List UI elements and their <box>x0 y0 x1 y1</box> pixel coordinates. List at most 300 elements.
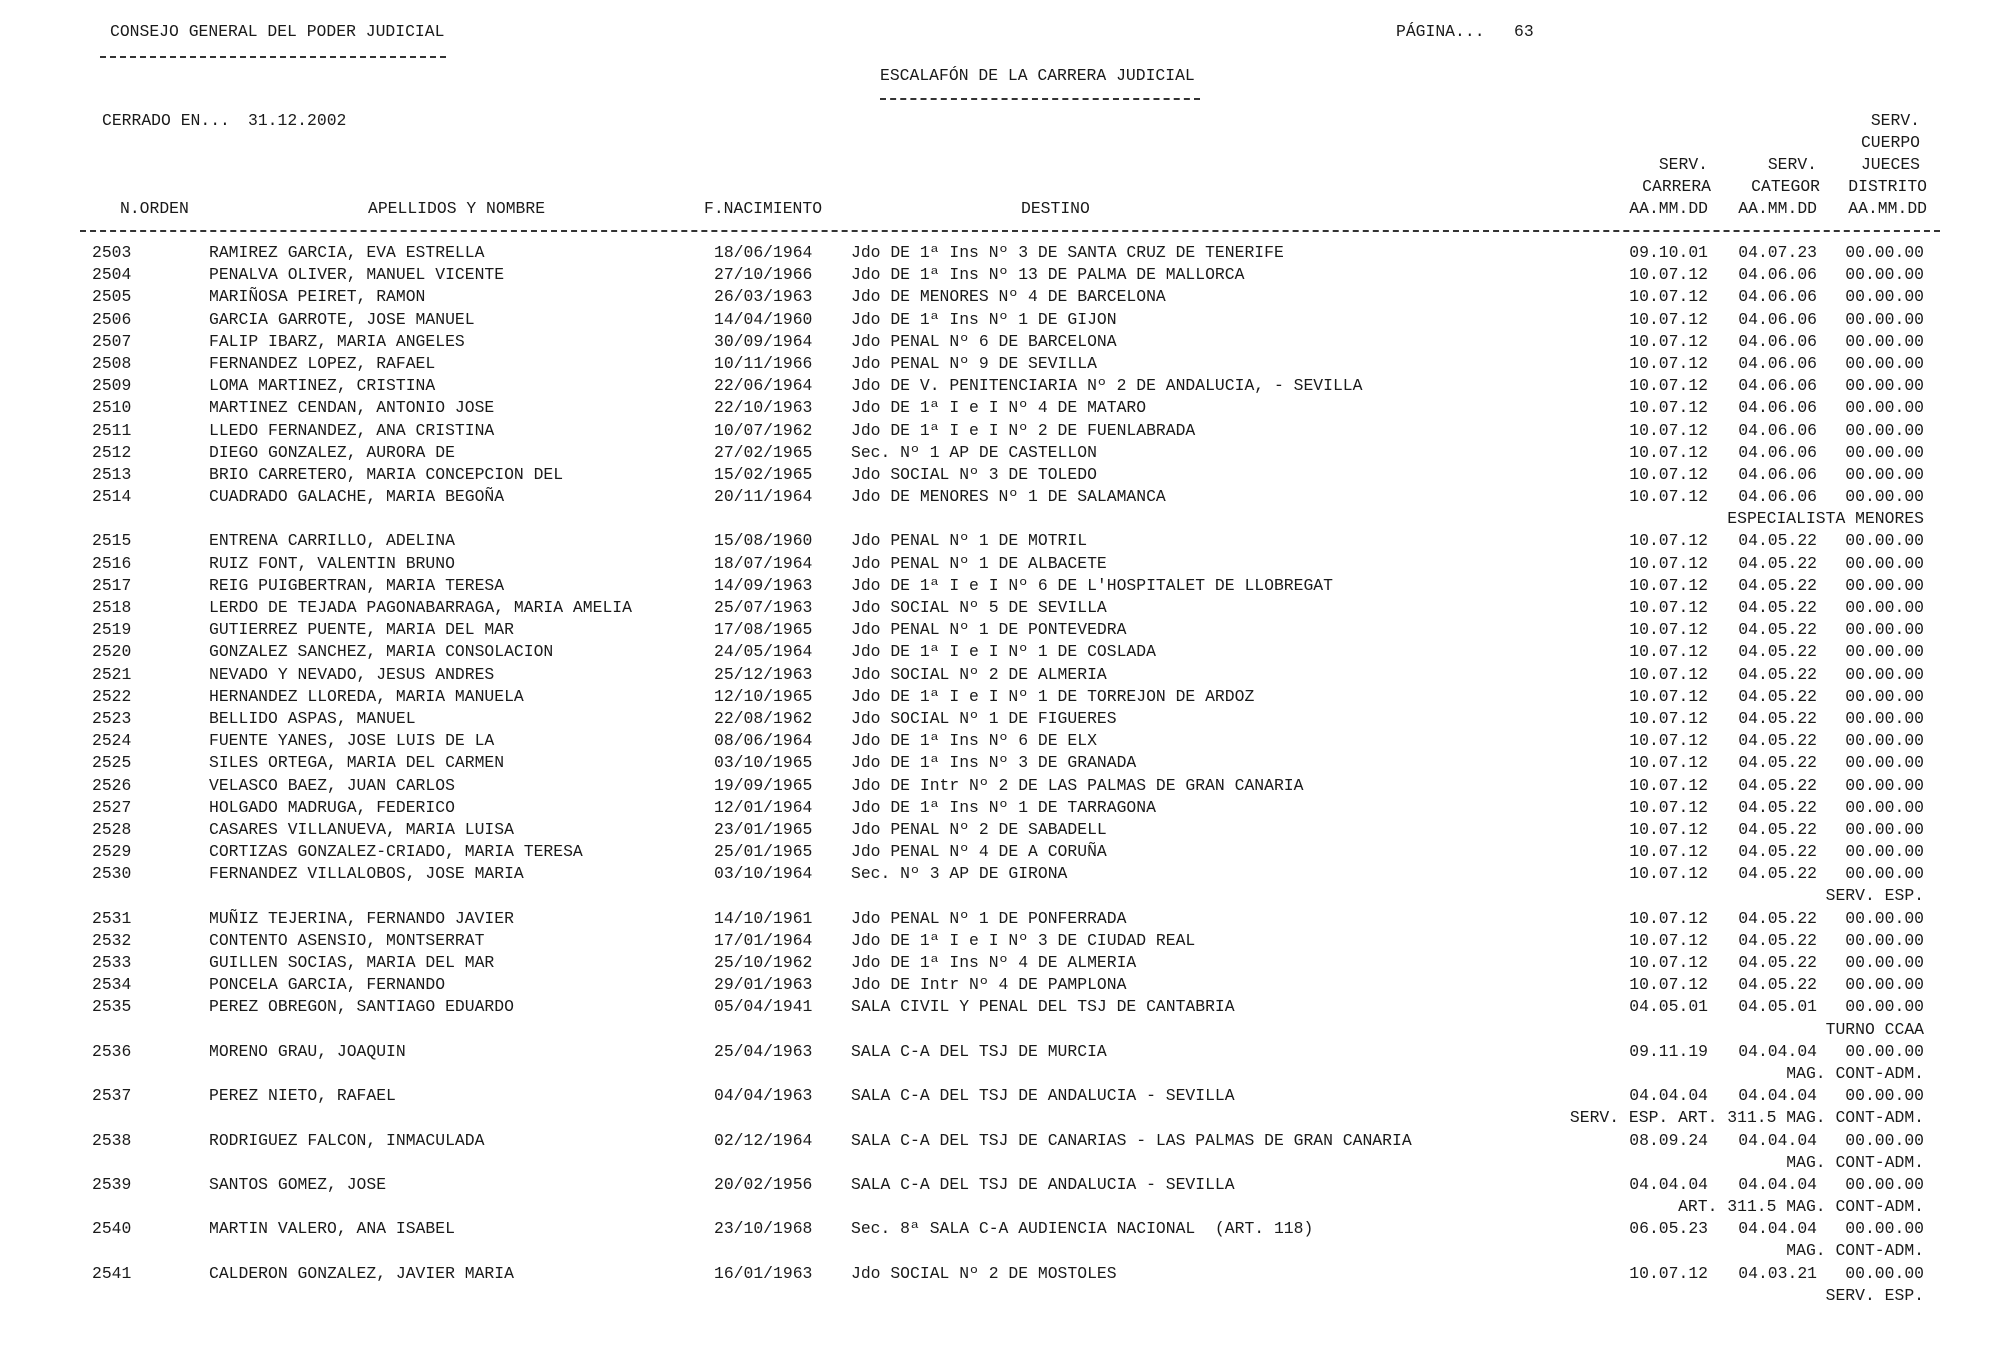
serv-distrito: 00.00.00 <box>1845 797 1924 817</box>
person-name: PONCELA GARCIA, FERNANDO <box>209 975 446 995</box>
order-number: 2531 <box>92 908 132 928</box>
serv-distrito: 00.00.00 <box>1845 265 1924 285</box>
serv-categoria: 04.05.22 <box>1738 953 1817 972</box>
serv-carrera: 10.07.12 <box>1629 842 1708 862</box>
order-number: 2538 <box>92 1130 132 1150</box>
serv-distrito: 00.00.00 <box>1845 953 1924 972</box>
person-name: RAMIREZ GARCIA, EVA ESTRELLA <box>209 243 485 262</box>
table-row <box>0 798 2000 820</box>
serv-carrera: 10.07.12 <box>1629 531 1708 551</box>
destination: Jdo PENAL Nº 1 DE PONTEVEDRA <box>851 620 1127 640</box>
destination: Jdo DE 1ª I e I Nº 4 DE MATARO <box>851 398 1147 418</box>
person-name: CORTIZAS GONZALEZ-CRIADO, MARIA TERESA <box>209 842 583 862</box>
order-number: 2525 <box>92 753 132 773</box>
birth-date: 15/02/1965 <box>714 464 813 484</box>
row-note: SERV. ESP. <box>1825 1285 1924 1305</box>
birth-date: 10/11/1966 <box>714 353 813 373</box>
serv-carrera: 06.05.23 <box>1629 1219 1708 1239</box>
records-list <box>0 243 2000 1308</box>
birth-date: 08/06/1964 <box>714 731 813 751</box>
person-name: PEREZ NIETO, RAFAEL <box>209 1086 396 1106</box>
serv-distrito: 00.00.00 <box>1845 997 1924 1017</box>
serv-distrito: 00.00.00 <box>1845 930 1924 950</box>
serv-categoria: 04.07.23 <box>1738 243 1817 262</box>
title-underline <box>880 98 1200 100</box>
serv-carrera: 10.07.12 <box>1629 331 1708 351</box>
serv-distrito: 00.00.00 <box>1845 642 1924 662</box>
order-number: 2506 <box>92 309 132 329</box>
row-note-line <box>0 1108 2000 1130</box>
serv-carrera: 10.07.12 <box>1629 376 1708 396</box>
destination: Jdo SOCIAL Nº 2 DE ALMERIA <box>851 664 1107 684</box>
birth-date: 14/04/1960 <box>714 309 813 329</box>
serv-distrito: 00.00.00 <box>1845 975 1924 995</box>
col-carrera-3: AA.MM.DD <box>1629 199 1708 218</box>
destination: Jdo DE 1ª Ins Nº 3 DE GRANADA <box>851 753 1137 773</box>
row-note: MAG. CONT-ADM. <box>1786 1152 1924 1172</box>
birth-date: 04/04/1963 <box>714 1086 813 1106</box>
serv-carrera: 10.07.12 <box>1629 731 1708 751</box>
table-row <box>0 487 2000 509</box>
table-row <box>0 465 2000 487</box>
destination: Jdo DE 1ª I e I Nº 1 DE TORREJON DE ARDOZ <box>851 686 1255 706</box>
person-name: MUÑIZ TEJERINA, FERNANDO JAVIER <box>209 908 514 928</box>
table-row <box>0 776 2000 798</box>
table-row <box>0 842 2000 864</box>
col-orden: N.ORDEN <box>120 199 189 218</box>
serv-distrito: 00.00.00 <box>1845 686 1924 706</box>
serv-distrito: 00.00.00 <box>1845 1130 1924 1150</box>
destination: Jdo DE 1ª I e I Nº 1 DE COSLADA <box>851 642 1156 662</box>
col-distrito-5: AA.MM.DD <box>1848 199 1927 218</box>
serv-distrito: 00.00.00 <box>1845 753 1924 773</box>
person-name: LLEDO FERNANDEZ, ANA CRISTINA <box>209 420 495 440</box>
serv-carrera: 10.07.12 <box>1629 797 1708 817</box>
serv-carrera: 10.07.12 <box>1629 598 1708 617</box>
serv-categoria: 04.05.22 <box>1738 598 1817 617</box>
table-row <box>0 731 2000 753</box>
table-row <box>0 820 2000 842</box>
person-name: HOLGADO MADRUGA, FEDERICO <box>209 797 455 817</box>
serv-categoria: 04.05.22 <box>1738 575 1817 595</box>
order-number: 2524 <box>92 731 132 751</box>
serv-carrera: 10.07.12 <box>1629 420 1708 440</box>
serv-distrito: 00.00.00 <box>1845 664 1924 684</box>
order-number: 2536 <box>92 1041 132 1061</box>
order-number: 2511 <box>92 420 132 440</box>
birth-date: 24/05/1964 <box>714 642 813 662</box>
birth-date: 23/10/1968 <box>714 1219 813 1239</box>
table-row <box>0 376 2000 398</box>
serv-categoria: 04.06.06 <box>1738 487 1817 507</box>
birth-date: 22/08/1962 <box>714 708 813 728</box>
serv-categoria: 04.06.06 <box>1738 464 1817 484</box>
serv-carrera: 10.07.12 <box>1629 487 1708 507</box>
col-distrito-2: CUERPO <box>1860 133 1920 152</box>
order-number: 2510 <box>92 398 132 418</box>
row-note-line <box>0 509 2000 531</box>
destination: Jdo DE 1ª Ins Nº 1 DE GIJON <box>851 309 1117 329</box>
order-number: 2535 <box>92 997 132 1017</box>
serv-categoria: 04.04.04 <box>1738 1174 1817 1194</box>
serv-distrito: 00.00.00 <box>1845 1219 1924 1239</box>
person-name: GUTIERREZ PUENTE, MARIA DEL MAR <box>209 620 514 640</box>
serv-categoria: 04.06.06 <box>1738 376 1817 396</box>
order-number: 2527 <box>92 797 132 817</box>
table-row <box>0 531 2000 553</box>
birth-date: 25/04/1963 <box>714 1041 813 1061</box>
order-number: 2534 <box>92 975 132 995</box>
birth-date: 26/03/1963 <box>714 287 813 307</box>
destination: Jdo DE 1ª I e I Nº 6 DE L'HOSPITALET DE LLOBREGAT <box>851 575 1333 595</box>
table-row <box>0 1086 2000 1108</box>
person-name: FUENTE YANES, JOSE LUIS DE LA <box>209 731 495 751</box>
birth-date: 02/12/1964 <box>714 1130 813 1150</box>
destination: SALA CIVIL Y PENAL DEL TSJ DE CANTABRIA <box>851 997 1235 1017</box>
destination: Jdo PENAL Nº 1 DE PONFERRADA <box>851 908 1127 928</box>
birth-date: 29/01/1963 <box>714 975 813 995</box>
serv-categoria: 04.04.04 <box>1738 1086 1817 1106</box>
order-number: 2523 <box>92 708 132 728</box>
order-number: 2507 <box>92 331 132 351</box>
serv-distrito: 00.00.00 <box>1845 620 1924 640</box>
row-note: MAG. CONT-ADM. <box>1786 1063 1924 1083</box>
destination: Jdo PENAL Nº 4 DE A CORUÑA <box>851 842 1107 862</box>
serv-distrito: 00.00.00 <box>1845 376 1924 396</box>
document-title: ESCALAFÓN DE LA CARRERA JUDICIAL <box>880 66 1195 85</box>
serv-distrito: 00.00.00 <box>1845 398 1924 418</box>
table-row <box>0 1219 2000 1241</box>
page-number: 63 <box>1514 22 1534 41</box>
serv-carrera: 10.07.12 <box>1629 953 1708 972</box>
serv-categoria: 04.06.06 <box>1738 442 1817 462</box>
table-row <box>0 398 2000 420</box>
row-note: ART. 311.5 MAG. CONT-ADM. <box>1678 1197 1924 1217</box>
birth-date: 03/10/1965 <box>714 753 813 773</box>
table-row <box>0 598 2000 620</box>
row-note-line <box>0 886 2000 908</box>
order-number: 2540 <box>92 1219 132 1239</box>
serv-categoria: 04.05.22 <box>1738 708 1817 728</box>
table-row <box>0 687 2000 709</box>
serv-categoria: 04.05.22 <box>1738 975 1817 995</box>
birth-date: 18/06/1964 <box>714 243 813 262</box>
col-categor-1: SERV. <box>1767 155 1817 174</box>
person-name: MARIÑOSA PEIRET, RAMON <box>209 287 426 307</box>
person-name: PENALVA OLIVER, MANUEL VICENTE <box>209 265 505 285</box>
birth-date: 17/01/1964 <box>714 930 813 950</box>
serv-categoria: 04.05.22 <box>1738 775 1817 795</box>
destination: Jdo PENAL Nº 9 DE SEVILLA <box>851 353 1097 373</box>
serv-carrera: 10.07.12 <box>1629 464 1708 484</box>
person-name: MORENO GRAU, JOAQUIN <box>209 1041 406 1061</box>
person-name: MARTINEZ CENDAN, ANTONIO JOSE <box>209 398 495 418</box>
serv-distrito: 00.00.00 <box>1845 1086 1924 1106</box>
person-name: GONZALEZ SANCHEZ, MARIA CONSOLACION <box>209 642 554 662</box>
order-number: 2530 <box>92 864 132 884</box>
serv-categoria: 04.03.21 <box>1738 1263 1817 1283</box>
order-number: 2505 <box>92 287 132 307</box>
serv-carrera: 10.07.12 <box>1629 819 1708 839</box>
serv-carrera: 10.07.12 <box>1629 864 1708 884</box>
serv-distrito: 00.00.00 <box>1845 1174 1924 1194</box>
person-name: REIG PUIGBERTRAN, MARIA TERESA <box>209 575 505 595</box>
serv-carrera: 10.07.12 <box>1629 620 1708 640</box>
birth-date: 25/10/1962 <box>714 953 813 972</box>
order-number: 2541 <box>92 1263 132 1283</box>
person-name: CONTENTO ASENSIO, MONTSERRAT <box>209 930 485 950</box>
birth-date: 22/06/1964 <box>714 376 813 396</box>
birth-date: 23/01/1965 <box>714 819 813 839</box>
serv-distrito: 00.00.00 <box>1845 842 1924 862</box>
table-row <box>0 265 2000 287</box>
serv-categoria: 04.05.22 <box>1738 620 1817 640</box>
birth-date: 25/01/1965 <box>714 842 813 862</box>
closed-label: CERRADO EN... <box>102 111 230 130</box>
destination: Jdo DE MENORES Nº 4 DE BARCELONA <box>851 287 1166 307</box>
birth-date: 10/07/1962 <box>714 420 813 440</box>
row-note-line <box>0 1064 2000 1086</box>
serv-carrera: 04.05.01 <box>1629 997 1708 1017</box>
page-label: PÁGINA... <box>1396 22 1485 41</box>
order-number: 2522 <box>92 686 132 706</box>
serv-carrera: 10.07.12 <box>1629 908 1708 928</box>
serv-distrito: 00.00.00 <box>1845 464 1924 484</box>
row-note-line <box>0 1153 2000 1175</box>
serv-categoria: 04.05.22 <box>1738 908 1817 928</box>
serv-distrito: 00.00.00 <box>1845 819 1924 839</box>
serv-carrera: 10.07.12 <box>1629 642 1708 662</box>
person-name: SILES ORTEGA, MARIA DEL CARMEN <box>209 753 505 773</box>
destination: Jdo PENAL Nº 2 DE SABADELL <box>851 819 1107 839</box>
order-number: 2537 <box>92 1086 132 1106</box>
serv-distrito: 00.00.00 <box>1845 731 1924 751</box>
serv-carrera: 10.07.12 <box>1629 1263 1708 1283</box>
table-row <box>0 864 2000 886</box>
table-row <box>0 975 2000 997</box>
destination: Jdo SOCIAL Nº 3 DE TOLEDO <box>851 464 1097 484</box>
col-carrera-1: SERV. <box>1658 155 1708 174</box>
person-name: ENTRENA CARRILLO, ADELINA <box>209 531 455 551</box>
table-row <box>0 997 2000 1019</box>
birth-date: 14/10/1961 <box>714 908 813 928</box>
table-row <box>0 753 2000 775</box>
order-number: 2520 <box>92 642 132 662</box>
destination: SALA C-A DEL TSJ DE MURCIA <box>851 1041 1107 1061</box>
order-number: 2512 <box>92 442 132 462</box>
serv-distrito: 00.00.00 <box>1845 908 1924 928</box>
person-name: RODRIGUEZ FALCON, INMACULADA <box>209 1130 485 1150</box>
table-row <box>0 931 2000 953</box>
destination: Sec. 8ª SALA C-A AUDIENCIA NACIONAL (ART. 118) <box>851 1219 1314 1239</box>
serv-categoria: 04.05.01 <box>1738 997 1817 1017</box>
serv-carrera: 10.07.12 <box>1629 686 1708 706</box>
row-note: SERV. ESP. ART. 311.5 MAG. CONT-ADM. <box>1569 1108 1924 1128</box>
table-row <box>0 642 2000 664</box>
person-name: LERDO DE TEJADA PAGONABARRAGA, MARIA AMELIA <box>209 598 632 617</box>
birth-date: 20/02/1956 <box>714 1174 813 1194</box>
destination: Jdo DE 1ª I e I Nº 3 DE CIUDAD REAL <box>851 930 1196 950</box>
serv-categoria: 04.06.06 <box>1738 398 1817 418</box>
col-destino: DESTINO <box>1021 199 1090 218</box>
order-number: 2529 <box>92 842 132 862</box>
birth-date: 22/10/1963 <box>714 398 813 418</box>
col-categor-2: CATEGOR <box>1751 177 1820 196</box>
order-number: 2532 <box>92 930 132 950</box>
order-number: 2526 <box>92 775 132 795</box>
destination: Jdo SOCIAL Nº 5 DE SEVILLA <box>851 598 1107 617</box>
serv-categoria: 04.06.06 <box>1738 287 1817 307</box>
table-row <box>0 1175 2000 1197</box>
order-number: 2516 <box>92 553 132 573</box>
destination: Jdo DE 1ª Ins Nº 13 DE PALMA DE MALLORCA <box>851 265 1245 285</box>
serv-distrito: 00.00.00 <box>1845 553 1924 573</box>
person-name: GUILLEN SOCIAS, MARIA DEL MAR <box>209 953 495 972</box>
order-number: 2503 <box>92 243 132 262</box>
serv-distrito: 00.00.00 <box>1845 287 1924 307</box>
serv-categoria: 04.05.22 <box>1738 642 1817 662</box>
birth-date: 27/02/1965 <box>714 442 813 462</box>
table-row <box>0 576 2000 598</box>
serv-categoria: 04.04.04 <box>1738 1130 1817 1150</box>
person-name: SANTOS GOMEZ, JOSE <box>209 1174 387 1194</box>
order-number: 2521 <box>92 664 132 684</box>
order-number: 2514 <box>92 487 132 507</box>
row-note: TURNO CCAA <box>1825 1019 1924 1039</box>
serv-carrera: 10.07.12 <box>1629 398 1708 418</box>
birth-date: 14/09/1963 <box>714 575 813 595</box>
serv-carrera: 10.07.12 <box>1629 753 1708 773</box>
birth-date: 30/09/1964 <box>714 331 813 351</box>
organization-name: CONSEJO GENERAL DEL PODER JUDICIAL <box>110 22 445 41</box>
order-number: 2528 <box>92 819 132 839</box>
serv-distrito: 00.00.00 <box>1845 1041 1924 1061</box>
birth-date: 12/10/1965 <box>714 686 813 706</box>
table-row <box>0 620 2000 642</box>
serv-distrito: 00.00.00 <box>1845 775 1924 795</box>
serv-distrito: 00.00.00 <box>1845 420 1924 440</box>
destination: Jdo PENAL Nº 1 DE MOTRIL <box>851 531 1088 551</box>
serv-carrera: 09.10.01 <box>1629 243 1708 262</box>
row-note-line <box>0 1241 2000 1263</box>
serv-distrito: 00.00.00 <box>1845 442 1924 462</box>
destination: Jdo PENAL Nº 1 DE ALBACETE <box>851 553 1107 573</box>
serv-distrito: 00.00.00 <box>1845 309 1924 329</box>
col-nombre: APELLIDOS Y NOMBRE <box>368 199 546 218</box>
table-row <box>0 287 2000 309</box>
serv-carrera: 10.07.12 <box>1629 975 1708 995</box>
serv-distrito: 00.00.00 <box>1845 1263 1924 1283</box>
destination: Jdo DE 1ª Ins Nº 4 DE ALMERIA <box>851 953 1137 972</box>
serv-categoria: 04.06.06 <box>1738 331 1817 351</box>
serv-distrito: 00.00.00 <box>1845 598 1924 617</box>
serv-distrito: 00.00.00 <box>1845 575 1924 595</box>
closed-date: 31.12.2002 <box>248 111 347 130</box>
person-name: FALIP IBARZ, MARIA ANGELES <box>209 331 465 351</box>
person-name: HERNANDEZ LLOREDA, MARIA MANUELA <box>209 686 524 706</box>
row-note-line <box>0 1197 2000 1219</box>
person-name: BELLIDO ASPAS, MANUEL <box>209 708 416 728</box>
serv-distrito: 00.00.00 <box>1845 331 1924 351</box>
serv-distrito: 00.00.00 <box>1845 243 1924 262</box>
serv-carrera: 08.09.24 <box>1629 1130 1708 1150</box>
table-row <box>0 953 2000 975</box>
birth-date: 17/08/1965 <box>714 620 813 640</box>
destination: SALA C-A DEL TSJ DE ANDALUCIA - SEVILLA <box>851 1086 1235 1106</box>
serv-carrera: 10.07.12 <box>1629 287 1708 307</box>
birth-date: 20/11/1964 <box>714 487 813 507</box>
person-name: GARCIA GARROTE, JOSE MANUEL <box>209 309 475 329</box>
row-note: ESPECIALISTA MENORES <box>1727 509 1924 529</box>
destination: Jdo SOCIAL Nº 1 DE FIGUERES <box>851 708 1117 728</box>
table-row <box>0 554 2000 576</box>
table-row <box>0 1131 2000 1153</box>
destination: Jdo DE Intr Nº 2 DE LAS PALMAS DE GRAN CANARIA <box>851 775 1304 795</box>
col-distrito-3: JUECES <box>1860 155 1920 174</box>
birth-date: 18/07/1964 <box>714 553 813 573</box>
serv-categoria: 04.05.22 <box>1738 753 1817 773</box>
order-number: 2509 <box>92 376 132 396</box>
serv-carrera: 10.07.12 <box>1629 353 1708 373</box>
serv-categoria: 04.05.22 <box>1738 664 1817 684</box>
destination: Jdo DE 1ª Ins Nº 3 DE SANTA CRUZ DE TENERIFE <box>851 243 1284 262</box>
destination: SALA C-A DEL TSJ DE ANDALUCIA - SEVILLA <box>851 1174 1235 1194</box>
destination: Sec. Nº 3 AP DE GIRONA <box>851 864 1068 884</box>
birth-date: 27/10/1966 <box>714 265 813 285</box>
serv-categoria: 04.05.22 <box>1738 531 1817 551</box>
serv-categoria: 04.05.22 <box>1738 553 1817 573</box>
birth-date: 16/01/1963 <box>714 1263 813 1283</box>
serv-carrera: 10.07.12 <box>1629 930 1708 950</box>
serv-carrera: 10.07.12 <box>1629 664 1708 684</box>
person-name: FERNANDEZ LOPEZ, RAFAEL <box>209 353 436 373</box>
serv-carrera: 10.07.12 <box>1629 775 1708 795</box>
serv-carrera: 10.07.12 <box>1629 553 1708 573</box>
person-name: CALDERON GONZALEZ, JAVIER MARIA <box>209 1263 514 1283</box>
destination: SALA C-A DEL TSJ DE CANARIAS - LAS PALMAS DE GRAN CANARIA <box>851 1130 1412 1150</box>
destination: Jdo DE MENORES Nº 1 DE SALAMANCA <box>851 487 1166 507</box>
serv-carrera: 10.07.12 <box>1629 265 1708 285</box>
destination: Jdo PENAL Nº 6 DE BARCELONA <box>851 331 1117 351</box>
person-name: LOMA MARTINEZ, CRISTINA <box>209 376 436 396</box>
serv-categoria: 04.05.22 <box>1738 819 1817 839</box>
birth-date: 25/12/1963 <box>714 664 813 684</box>
person-name: CUADRADO GALACHE, MARIA BEGOÑA <box>209 487 505 507</box>
table-row <box>0 909 2000 931</box>
table-row <box>0 1042 2000 1064</box>
order-number: 2518 <box>92 598 132 617</box>
serv-categoria: 04.05.22 <box>1738 842 1817 862</box>
serv-carrera: 10.07.12 <box>1629 442 1708 462</box>
person-name: FERNANDEZ VILLALOBOS, JOSE MARIA <box>209 864 524 884</box>
destination: Jdo DE 1ª Ins Nº 6 DE ELX <box>851 731 1097 751</box>
table-row <box>0 243 2000 265</box>
row-note-line <box>0 1286 2000 1308</box>
person-name: MARTIN VALERO, ANA ISABEL <box>209 1219 455 1239</box>
destination: Jdo SOCIAL Nº 2 DE MOSTOLES <box>851 1263 1117 1283</box>
birth-date: 03/10/1964 <box>714 864 813 884</box>
person-name: VELASCO BAEZ, JUAN CARLOS <box>209 775 455 795</box>
serv-carrera: 04.04.04 <box>1629 1086 1708 1106</box>
birth-date: 12/01/1964 <box>714 797 813 817</box>
destination: Jdo DE 1ª I e I Nº 2 DE FUENLABRADA <box>851 420 1196 440</box>
order-number: 2519 <box>92 620 132 640</box>
table-row <box>0 665 2000 687</box>
serv-carrera: 10.07.12 <box>1629 309 1708 329</box>
order-number: 2513 <box>92 464 132 484</box>
birth-date: 25/07/1963 <box>714 598 813 617</box>
serv-categoria: 04.05.22 <box>1738 797 1817 817</box>
